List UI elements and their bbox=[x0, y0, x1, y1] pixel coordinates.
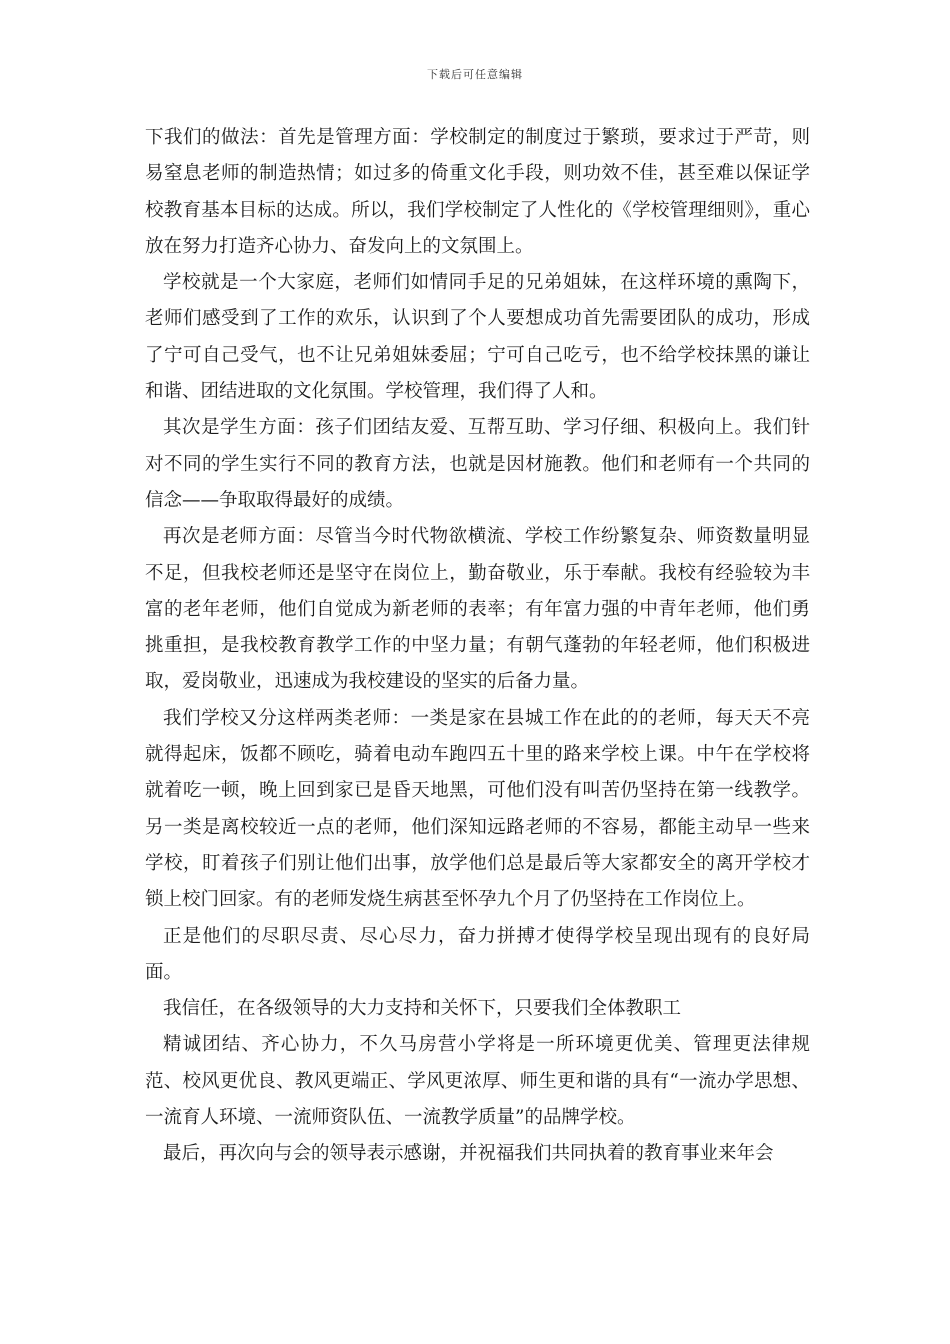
paragraph-management: 下我们的做法：首先是管理方面：学校制定的制度过于繁琐，要求过于严苛，则易窒息老师的制造热情；如过多的倚重文化手段，则功效不佳，甚至难以保证学校教育基本目标的达成。所以，我们学校制定了人性化的《学校管理细则》，重心放在努力打造齐心协力、奋发向上的文氛围上。 bbox=[145, 127, 810, 257]
paragraph-school-family: 学校就是一个大家庭，老师们如情同手足的兄弟姐妹，在这样环境的熏陶下，老师们感受到了工作的欢乐，认识到了个人要想成功首先需要团队的成功，形成了宁可自己受气，也不让兄弟姐妹委屈；宁可自己吃亏，也不给学校抹黑的谦让和谐、团结进取的文化氛围。学校管理，我们得了人和。 bbox=[145, 272, 810, 403]
paragraph-belief: 我信任，在各级领导的大力支持和关怀下，只要我们全体教职工 bbox=[163, 998, 682, 1020]
paragraph-teachers: 再次是老师方面：尽管当今时代物欲横流、学校工作纷繁复杂、师资数量明显不足，但我校老师还是坚守在岗位上，勤奋敬业，乐于奉献。我校有经验较为丰富的老年老师，他们自觉成为新老师的表率；有年富力强的中青年老师，他们勇挑重担，是我校教育教学工作的中坚力量；有朝气蓬勃的年轻老师，他们积极进取，爱岗敬业，迅速成为我校建设的坚实的后备力量。 bbox=[145, 526, 810, 693]
paragraph-vision: 精诚团结、齐心协力，不久马房营小学将是一所环境更优美、管理更法律规范、校风更优良、教风更端正、学风更浓厚、师生更和谐的具有“一流办学思想、一流育人环境、一流师资队伍、一流教学质量”的品牌学校。 bbox=[145, 1034, 810, 1129]
paragraph-closing: 最后，再次向与会的领导表示感谢，并祝福我们共同执着的教育事业来年会 bbox=[163, 1143, 774, 1165]
header-note: 下载后可任意编辑 bbox=[427, 68, 523, 81]
paragraph-two-types-teachers: 我们学校又分这样两类老师：一类是家在县城工作在此的的老师，每天天不亮就得起床，饭都不顾吃，骑着电动车跑四五十里的路来学校上课。中午在学校将就着吃一顿，晚上回到家已是昏天地黑，可他们没有叫苦仍坚持在第一线教学。另一类是离校较近一点的老师，他们深知远路老师的不容易，都能主动早一些来学校，盯着孩子们别让他们出事，放学他们总是最后等大家都安全的离开学校才锁上校门回家。有的老师发烧生病甚至怀孕九个月了仍坚持在工作岗位上。 bbox=[145, 707, 810, 911]
paragraph-students: 其次是学生方面：孩子们团结友爱、互帮互助、学习仔细、积极向上。我们针对不同的学生实行不同的教育方法，也就是因材施教。他们和老师有一个共同的信念——争取取得最好的成绩。 bbox=[145, 417, 810, 511]
paragraph-dedication: 正是他们的尽职尽责、尽心尽力，奋力拼搏才使得学校呈现出现有的良好局面。 bbox=[145, 925, 810, 983]
document-body bbox=[145, 120, 810, 1173]
